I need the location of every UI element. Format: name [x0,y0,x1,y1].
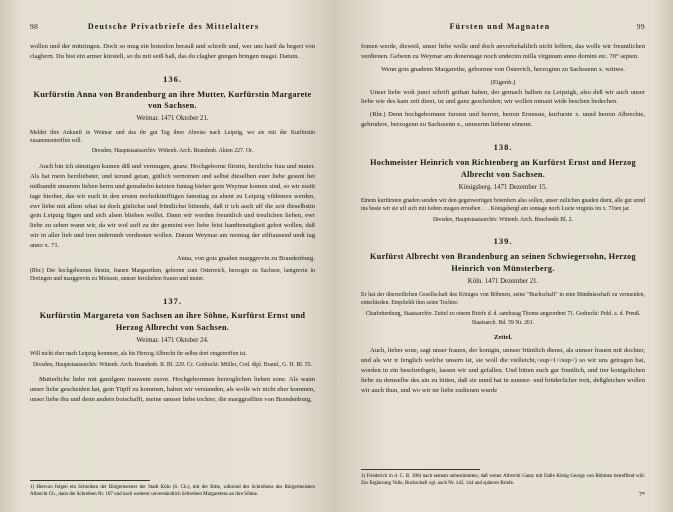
section-number-137: 137. [163,295,182,306]
eigenhaendig-label: (Eigenh.) [490,78,516,86]
section-headline-139: Kurfürst Albrecht von Brandenburg an seinen Schwiegersohn, Herzog Heinrich von Münsterberg. [370,252,636,273]
right-running-head [361,22,645,31]
section-regest-137: Will nicht eher nach Leipzig kommen, als bis Herzog Albrecht ihr selbst dort eingetroffen ist. [30,351,247,358]
section-headline-136: Kurfürstin Anna von Brandenburg an ihre Mutter, Kurfürstin Margarete von Sachsen. [33,89,312,111]
left-continued-paragraph: wollen und der mittringen. Doch so mug ein botenlon berauß und schreib und, wer uns hard da begert von claghern. Du bist ein armer kürstell, so du mit seiß haß, das du clagher gungen bringen magst. Datum. [30,43,315,60]
section-dateline-139: Köln. 1471 Dezember 21. [467,277,539,285]
section-dateline-138: Königsberg. 1471 Dezember 15. [458,183,548,191]
section-number-138: 138. [493,142,513,153]
left-folio-number: 98 [30,22,39,31]
address-text [361,110,645,130]
section-regest-138: Einem kurfürsten gnaden senden wir den gegenwertigen botenfern also sollen, unser zstlichen gnaden dient, alle gut unnd ins beste wir sie uff sich mit hoben mugen ernieben . . . Königsbergf am sontage noch Lucie virginis im x. 71ten jar. [361,197,645,213]
section-source-138: Dresden, Hauptstaatsarchiv. Wittenb. Arch. Beschenkt Bl. 2. [433,216,573,223]
section-body-136-p1: Auch bin ich sünstigen kumen diß und vermugen, gnaw. Hochgeborne fürstin, herzliche frau und muter. Als hat mein herzliebster, und iezund getan, gütlich vernomen und selbst dieselben euer liebe gesunt bei mißsambt unserem lieben herrn und gemahelm ketzten funtag bieher gein Weymar komen sind, so wir essitt tage hierher, das wir euch in den ersten nechstkünfftigen famsttag zu abent zu Leipzig vildemen werden, ewr liebe mit allem what ist doch gütlichst und früntlichst bittende, daß ir ich auch uff die zeit dieselbstin gein Leipzig fügen und sich alsen blieben wollet. Dann wir werden freuntlich und treulichen lieben, ewr liebe zu sehen wann wir, da wir wol auff zu der gemeint ewr liebe feist handtenstigkeit gehot wollen, daß wir in aller lieb und tren niderumb verdienen wollen. Datum Weymar am montag der eilftausend undt tag anno x. 71. [30,162,316,250]
section-headline-138: Hochmeister Heinrich von Richtenberg an Kurfürst Ernst und Herzog Albrecht von Sachsen. [370,157,636,179]
section-headline-137: Kurfürstin Margareta von Sachsen an ihre Söhne, Kurfürst Ernst und Herzog Albrecht von Sachsen. [39,311,306,333]
section-body-139-p1: Auch, lieber sone, sagt unser frauen, der konigin, unnser früntlich dienst, als unnser frauen mit dochter, und als wir ir fenglich welche unsern ist, sie woll die vielleicht,<sup>1</sup>) so wir uns getragen hat, worden in ein beschreibgeit, lassen wir und gefallen. Und bitten euch gar fruntlich, und irer konigelichen liebe zu demselbe des ain zu bitten, daß sie unnd hat in sunster- und brüderlicher treit, deßgleichen wollen wir auch thun, und wo wir ier liebe zudienen wurde [361,347,645,394]
left-footnote: 1) Hiervon folgen ein Schreiben der Bürgermeister der Stadt Köln (S. Ch.), mit der Bitte, während des Schreibens des Bürgermeisters Albrecht Ch., dann die Schreiben Nr. 107 und nach weiterer unverständlich Schreiben Margaretens an ihre Söhne. [30,484,315,497]
right-running-title: Fürsten und Magnaten [449,22,551,31]
right-page-footer [337,461,673,498]
right-column-text [361,42,645,396]
section-regest-136: Meldet ihre Ankunft in Weimar und das ihr gut Tag ihrer Abreise nach Leipzig, wo sie mit der Kurfürstin zusammentreffen will. [30,129,315,144]
section-number-139: 139. [493,236,513,247]
footnote-rule [30,480,150,481]
section-regest-139: Er hat der überzeiltchen Gesellschaft des Königes von Böhmen, seine "Buchschaft" in eine Bündnisschaft zu vermeiden, entschieden. Empfiehlt ihm seine Tochter. [361,292,645,307]
section-source-139: Charlottenburg, Staatsarchiv. Zettel zu einem Briefe d. d. sambstag Thome angeordnet 71. Gedruckt: Publ. a. d. Preuß. Staatsarch. Bd. 59 Nr. 261. [365,310,641,326]
section-source-136: Dresden, Hauptstaatsarchiv. Wittenb. Arch. Brandenb. Akten 227. Or. [91,148,254,155]
section-signature-136: Anna, von gots gnaden marggrevin zu Brandenburg. [176,254,315,262]
sheet-signature: 7* [639,492,645,498]
section-dateline-137: Weimar. 1471 Oktober 24. [136,337,209,345]
eigenhaendig-text: Unser liebe wolt junct schrift gethan haben, der gemach halben zu Leipzigk, also deß wir auch unser liebe wie des kam zeit dient, ist und ganz gescheiden; wir wollen nimant wide beschen bedechen. [361,88,645,106]
left-page-footer [0,472,337,498]
right-folio-number: 99 [636,22,645,31]
footnote-rule-right [361,469,480,470]
left-column-text [30,42,315,405]
address-body: Denn hochgebornnen fursten und herren, herren Ernnsste, kurfurste x. unnd herren Albrechte, gebrudere, herzogenn zu Sachssenn x., unnsernn liebenn sönenn. [361,111,645,129]
right-page [337,0,673,512]
left-running-title: Deutsche Privatbriefe des Mittelalters [87,22,260,31]
section-dateline-136: Weimar. 1471 Oktober 21. [136,115,209,123]
section-source-137: Dresden, Hauptstaatsarchiv. Wittenb. Arch. Brandenb. II. Bl. 229. Cc. Gedruckt: Müller, Cod. dipl. Brand., G. H. Bl. 55. [32,361,313,368]
letter-signature-block: Wenn gots gnadenn Margarethe, gebornne von Österrich, herzoginn zu Sachssenn x. wittwe. [381,65,625,73]
left-running-head [30,22,315,31]
section-number-136: 136. [163,73,182,84]
right-footnote: 1) Friederich in d. C. B. 300) nach seinem unbestimmten, daß weiter Albrecht Gantz mit Dalle König Georgs von Böhmen betreffend will. Zur Ergänzung Valle, Buchschaft vgl. auch Nr. 142, 144 und späterer Briefe. [361,473,645,486]
right-continued-paragraph: fomen werde, dieweil, unser liebe wolle und doch anvorbehaltlich nicht leffern, das wolle wir freuntlichen verdienen. Gebenn zu Weymar am donerstage noch undecim milla virginum anno domini etc. 70° septen. [361,43,645,60]
section-subhead-139: Zettel. [493,334,513,342]
address-label: (Rbr.) [370,111,386,119]
section-body-137-p1: Mutterliche liebe mit ganzlgem trauwem zuvor. Hochgebornnen herzoglichen lieben sone. Als wann unser liebe gescheiden hat, gein Tüpff zu kommen, haben wir verstanden, als wolle wir nicht eher kommen, unser liebe thu und denn andern botschafft, meine unnser liebe tochter, die marggraffinn von Brandenburg, [30,376,315,404]
section-address-136: (Rbr.) Der hochgebornen fürstin, frauen Margarethen, gebornn zum Osterreich, herzogin zu Sachsen, lantgrevin in Doringen und marggrevin zu Meissen, unnser herzlieben frauen und muter. [30,267,315,283]
